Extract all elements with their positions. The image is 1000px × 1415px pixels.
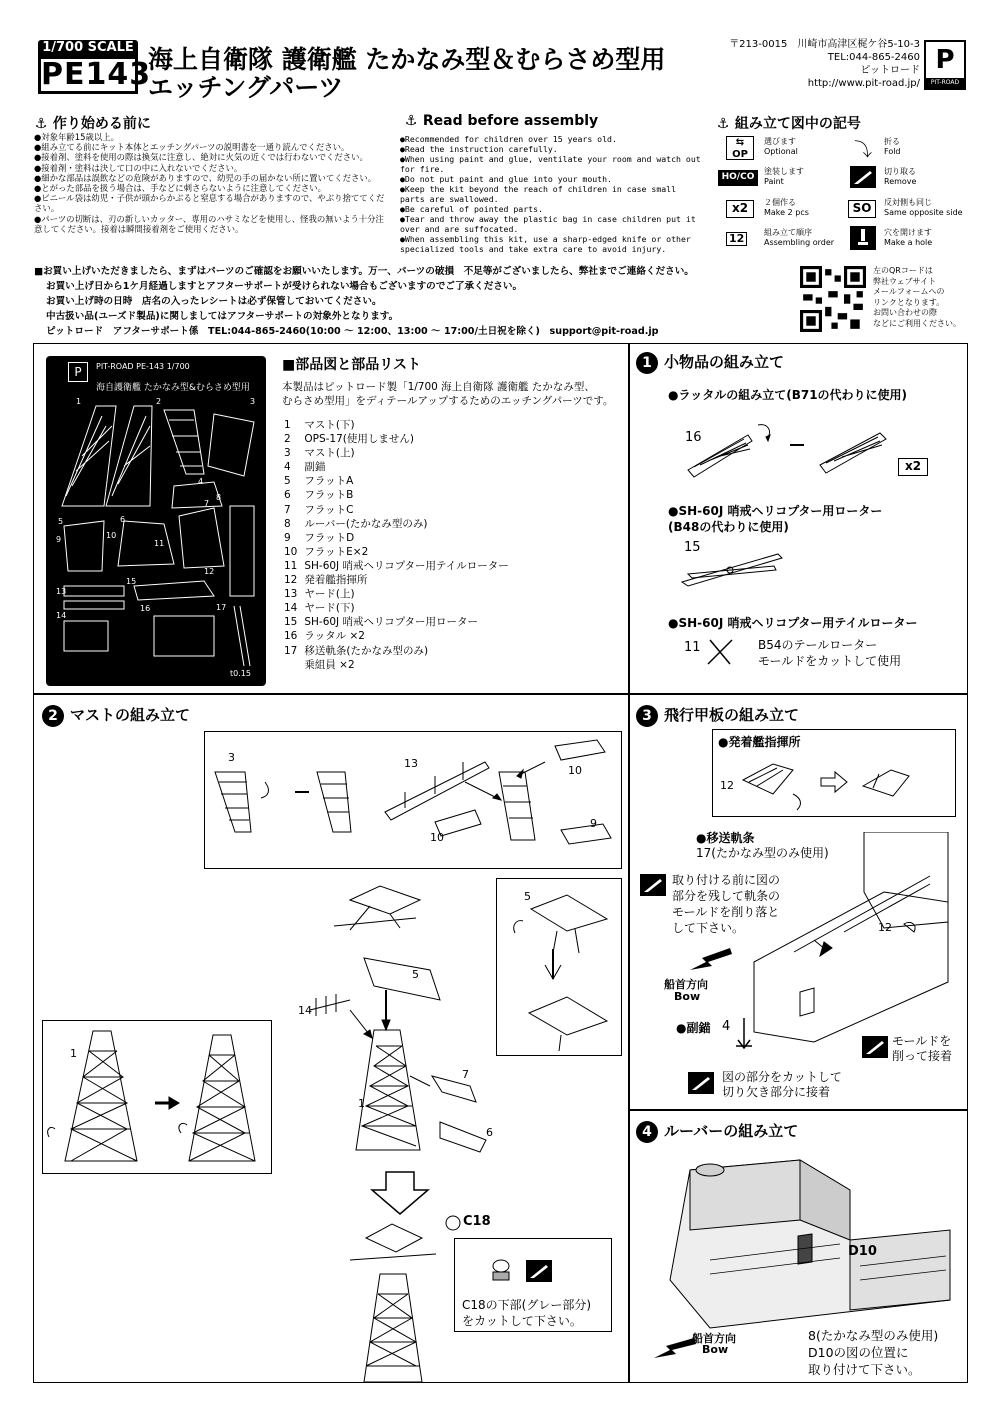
parts-title: ■部品図と部品リスト [282,357,421,373]
title-line-2: エッチングパーツ [148,73,344,102]
tail-note-2: モールドをカットして使用 [758,654,902,668]
sheet-label-11: 11 [154,539,165,548]
list-item [284,573,509,587]
sheet-label-8: 8 [216,493,222,502]
mold-note-line: 削って接着 [892,1049,953,1063]
bow-arrow-icon [688,944,732,974]
company-info [729,38,920,90]
list-item [284,531,509,545]
sheet-parts-drawing [54,396,259,676]
part-number: 5 [284,475,291,488]
step2-label-6: 6 [486,1126,493,1139]
part-name: SH-60J 哨戒ヘリコプター用ローター [304,616,479,629]
list-item: ●Do not put paint and glue into your mouth. [400,174,612,184]
list-item [284,559,509,573]
anchor-icon: ⚓ [404,113,418,129]
sheet-label-6: 6 [120,515,126,524]
list-item: ●とがった部品を扱う場合は、手などに刺さらないように注意してください。 [34,183,327,194]
list-item: ●Read the instruction carefully. [400,144,558,154]
louver-note-line: 取り付けて下さい。 [808,1362,921,1377]
part-name: マスト(下) [304,419,355,431]
part-name: ルーバー(たかなみ型のみ) [304,517,428,530]
step1-heading [636,351,784,374]
rail-note-line: 取り付ける前に図の [672,873,781,887]
sheet-label-13: 13 [56,587,67,596]
bow-label-en: Bow [702,1343,729,1356]
list-item: ●When using paint and glue, ventilate your room and watch out for fire. [400,154,701,174]
list-item [284,418,509,432]
sheet-label-12: 12 [204,567,215,576]
part-number: 13 [284,588,298,601]
part-name: ヤード(上) [304,588,355,601]
ladder-part-label: 16 [685,430,702,445]
qr-line: 左のQRコードは [873,266,933,275]
remove-icon [850,166,876,188]
symbol-en: Paint [764,177,784,186]
step2-label-10a: 10 [568,764,582,777]
louver-note [808,1327,938,1378]
part-name: SH-60J 哨戒ヘリコプター用テイルローター [304,559,509,572]
hole-icon [850,226,876,250]
part-number: 3 [284,447,291,460]
c18-note-1: C18の下部(グレー部分) [462,1298,592,1312]
step4-number: 4 [636,1121,658,1143]
sheet-label-5: 5 [58,517,64,526]
rail-note-line: して下さい。 [672,921,745,935]
purchase-notes [34,264,794,339]
mast-main-drawing [290,870,510,1160]
part-number: 11 [284,559,298,572]
before-en-list [400,134,705,254]
list-item: ●Keep the kit beyond the reach of children in case small parts are swallowed. [400,184,677,204]
step3-number: 3 [636,705,658,727]
sheet-label-15: 15 [126,577,137,586]
part-number: 12 [284,574,298,587]
part-number: 4 [284,461,291,474]
company-url[interactable]: http://www.pit-road.jp/ [807,78,920,89]
qr-line: 弊社ウェブサイト [873,276,937,286]
parts-desc-line: 本製品はピットロード製「1/700 海上自衛隊 護衛艦 たかなみ型、 [282,381,595,393]
tail-heading: ●SH-60J 哨戒ヘリコプター用テイルローター [668,616,918,630]
list-item: ●パーツの切断は、刃の新しいカッター、専用のハサミなどを使用し、怪我の無いよう十分注意してください。接着は瞬間接着剤をご使用ください。 [34,213,384,234]
qr-code[interactable] [800,266,866,332]
list-item: ●対象年齢15歳以上。 [34,132,119,142]
louver-note-line: D10の図の位置に [808,1345,909,1360]
qr-line: メールフォームへの [873,287,945,296]
part-name: ヤード(下) [304,602,355,615]
scale-label: 1/700 SCALE [38,40,138,56]
symbol-jp: 組み立て順序 [764,228,812,237]
rotor-drawing [678,548,788,588]
step2-label-7: 7 [462,1068,469,1081]
drill-icon [850,226,876,250]
etching-sheet [46,356,266,686]
optional-symbol: ⇆ OP [726,136,754,160]
logo-sub: PIT-ROAD [926,78,964,88]
parts-description [282,380,613,408]
sheet-name: 海自護衛艦 たかなみ型&むらさめ型用 [96,383,250,393]
c18-circle-icon [444,1214,462,1232]
knife-shape [688,1072,714,1094]
before-jp-title-text: 作り始める前に [52,116,151,132]
symbol-fold [884,137,901,157]
step3-label-12a: 12 [720,779,734,792]
list-item [284,517,509,531]
part-number: 14 [284,602,298,615]
symbol-jp: 選びます [764,137,796,146]
rotor-part-label: 15 [684,540,701,555]
sheet-label-7: 7 [204,499,210,508]
step2-label-13: 13 [404,757,418,770]
part-name: フラットB [304,489,354,502]
symbol-order [764,228,834,248]
symbol-jp: 塗装します [764,167,804,176]
part-name: 乗組員 ×2 [304,658,355,671]
so-symbol: SO [848,200,876,218]
sheet-label-4: 4 [198,477,204,486]
list-item [284,629,509,643]
list-item [284,601,509,615]
step3-label-4: 4 [722,1019,731,1034]
list-item: ●細かな部品は誤飲などの危険がありますので、幼児の手の届かない所に置いてください。 [34,172,377,183]
rail-heading: ●移送軌条 [696,831,755,845]
optional-symbol-text: OP [732,149,748,160]
before-en-title [404,113,598,129]
qr-description [873,266,973,329]
purchase-line: お買い上げ日から1ケ月経過しますとアフターサポートが受けられない場合もございますのでご了承ください。 [46,281,523,292]
list-item: ●Recommended for children over 15 years old. [400,134,617,144]
sheet-label-9: 9 [56,535,62,544]
symbol-paint [764,167,804,187]
symbols-title-text: 組み立て図中の記号 [734,116,861,132]
list-item [284,474,509,488]
company-address: 〒213-0015 川崎市高津区梶ケ谷5-10-3 [729,39,920,50]
mold-note-line: モールドを [892,1034,952,1048]
symbol-jp: 折る [884,137,900,146]
part-number: 9 [284,531,291,544]
cut-note-line: 切り欠き部分に接着 [722,1085,831,1099]
symbol-en: Remove [884,177,917,186]
before-jp-title [34,113,151,133]
part-name: マスト(上) [304,447,355,460]
knife-icon [862,1036,888,1058]
sheet-label-1: 1 [76,397,82,406]
step2-label-10b: 10 [430,831,444,844]
control-heading: ●発着艦指揮所 [718,735,801,749]
sheet-logo: P [68,362,88,382]
x2-symbol: x2 [726,200,754,218]
sheet-brand: PIT-ROAD PE-143 1/700 [96,362,190,371]
step3-title: 飛行甲板の組み立て [664,706,800,724]
part-number: 15 [284,616,298,629]
purchase-line: ■お買い上げいただきましたら、まずはパーツのご確認をお願いいたします。万一、パーツの破損 不足等がございましたら、弊社までご連絡ください。 [34,266,694,277]
symbol-optional [764,137,798,157]
mast-assembled-drawing [336,1214,456,1384]
tail-note-1: B54のテールローター [758,638,878,652]
part-name: OPS-17(使用しません) [304,433,414,446]
symbols-title [716,113,861,133]
ship-superstructure-drawing [650,1150,962,1330]
part-name: 移送軌条(たかなみ型のみ) [304,644,429,657]
sheet-label-3: 3 [250,397,256,406]
rotor-heading: ●SH-60J 哨戒ヘリコプター用ローター [668,504,883,518]
symbol-remove [884,167,916,187]
part-number: 16 [284,630,298,643]
anchor-heading: ●副錨 [676,1021,711,1035]
list-item [284,587,509,601]
knife-icon [850,166,876,188]
bow-arrow-icon [652,1334,696,1360]
control-drawing [713,750,955,816]
scale-badge [38,40,152,94]
step2-label-3: 3 [228,751,235,764]
rotor-subheading: (B48の代わりに使用) [668,520,789,534]
bow-label-en: Bow [674,990,701,1003]
symbol-hole [884,228,932,248]
knife-shape [526,1260,552,1282]
qr-line: お問い合わせの際 [873,308,937,317]
symbol-en: Make a hole [884,238,933,247]
step3-label-12b: 12 [878,921,892,934]
paint-symbol: HO/CO [718,170,758,186]
list-item: ●Tear and throw away the plastic bag in case children put it over and are suffocated. [400,214,696,234]
mold-note [892,1034,952,1064]
part-number: 7 [284,503,291,516]
before-en-title-text: Read before assembly [422,113,599,129]
pit-road-logo [924,40,966,90]
sheet-label-2: 2 [156,397,162,406]
company-name: ピットロード [860,65,920,76]
mast-top-drawing [205,732,621,868]
symbol-en: Assembling order [764,238,835,247]
list-item [284,615,509,629]
down-arrow-icon [370,1170,430,1216]
symbol-en: Same opposite side [884,208,963,217]
list-item: ●接着剤・塗料は決して口の中に入れないでください。 [34,162,243,173]
rail-note [672,872,780,936]
list-item [284,432,509,446]
deck-drawing [734,832,958,1052]
flat-a-drawing [497,879,621,1055]
anchor-icon: ⚓ [716,116,730,132]
parts-list [284,418,509,672]
step2-number: 2 [42,705,64,727]
purchase-line: 中古扱い品(ユーズド製品)に関しましてはアフターサポートの対象外となります。 [46,311,399,322]
sheet-label-14: 14 [56,611,67,620]
part-number: 6 [284,489,291,502]
c18-note-2: をカットして下さい。 [462,1314,582,1328]
step2-label-9: 9 [590,817,597,830]
symbol-en: Fold [884,147,901,156]
bow-label: 船首方向 [692,1332,736,1345]
step1-number: 1 [636,352,658,374]
before-jp-list [34,132,389,234]
symbol-en: Make 2 pcs [764,208,809,217]
sheet-label-16: 16 [140,604,151,613]
list-item [284,488,509,502]
sheet-label-17: 17 [216,603,227,612]
part-name: ラッタル ×2 [304,630,365,643]
x2-badge: x2 [898,458,928,476]
list-item [284,644,509,658]
part-name: フラットC [304,503,354,516]
list-item: ●When assembling this kit, use a sharp-edged knife or other specialized tools and take extra care to avoid injury. [400,234,691,254]
qr-line: リンクとなります。 [873,297,945,307]
list-item: ●ビニール袋は幼児・子供が頭からかぶると窒息する場合がありますので、やぶり捨ててください。 [34,193,385,214]
step2-label-5a: 5 [524,890,531,903]
c18-label: C18 [463,1214,491,1229]
step2-label-14: 14 [298,1004,312,1017]
company-tel: TEL:044-865-2460 [827,52,920,63]
symbol-en: Optional [764,147,798,156]
part-number: 2 [284,433,291,446]
sheet-label-10: 10 [106,531,117,540]
tail-part-label: 11 [684,640,701,655]
purchase-line: お買い上げ時の日時 店名の入ったレシートは必ず保管しておいてください。 [46,296,382,307]
part-number: 1 [284,419,291,431]
list-item: ●Be careful of pointed parts. [400,204,543,214]
list-item [284,658,509,672]
step4-heading [636,1120,798,1143]
symbol-jp: ２個作る [764,198,796,207]
louver-note-line: 8(たかなみ型のみ使用) [808,1328,939,1343]
knife-icon [640,874,666,896]
step1-title: 小物品の組み立て [664,353,785,371]
knife-shape [862,1036,888,1058]
ladder-heading: ●ラッタルの組み立て(B71の代わりに使用) [668,388,908,402]
step2-label-5b: 5 [412,968,419,981]
anchor-part-drawing [732,1014,756,1054]
part-name: 副錨 [304,461,326,474]
d10-label: D10 [848,1244,877,1259]
logo-mark: P [935,45,955,75]
step2-label-1a: 1 [358,1097,365,1110]
part-name: フラットE×2 [304,545,369,558]
symbol-jp: 穴を開けます [884,228,932,237]
product-code: PE143 [38,56,138,94]
c18-part-drawing [486,1256,516,1286]
symbol-so [884,198,963,218]
rail-note-line: 部分を残して軌条の [672,889,781,903]
anchor-icon: ⚓ [34,116,48,132]
parts-desc-line: むらさめ型用」をディテールアップするためのエッチングパーツです。 [282,395,614,407]
part-name: フラットD [304,531,355,544]
knife-icon [688,1072,714,1094]
list-item [284,503,509,517]
mast-lower-drawing [43,1021,271,1173]
cut-note-line: 図の部分をカットして [722,1070,842,1084]
step2-title: マストの組み立て [70,706,191,724]
step4-title: ルーバーの組み立て [664,1122,799,1140]
symbol-x2 [764,198,809,218]
purchase-line: ピットロード アフターサポート係 TEL:044-865-2460(10:00 ～ 12:00、13:00 ～ 17:00/土日祝を除く) support@pit-road.jp [46,326,659,337]
title-line-1: 海上自衛隊 護衛艦 たかなみ型＆むらさめ型用 [148,45,666,74]
rail-note-line: モールドを削り落と [672,905,780,919]
order-symbol: 12 [726,232,747,246]
qr-line: などにご利用ください。 [873,318,961,328]
tail-rotor-drawing [702,634,738,670]
part-number: 10 [284,545,298,558]
step3-heading [636,704,799,727]
cut-note [722,1070,842,1100]
rail-subheading: 17(たかなみ型のみ使用) [696,846,829,860]
bow-label: 船首方向 [664,978,708,991]
sheet-thickness: t0.15 [230,669,251,676]
fold-icon: ⤵ [854,140,872,161]
symbol-jp: 切り取る [884,167,916,176]
part-name: 発着艦指揮所 [304,574,368,587]
list-item [284,545,509,559]
list-item: ●組み立てる前にキット本体とエッチングパーツの説明書を一通り読んでください。 [34,142,350,153]
knife-shape [640,874,666,896]
list-item [284,460,509,474]
part-number: 8 [284,517,291,530]
symbol-jp: 反対側も同じ [884,198,932,207]
step2-heading [42,704,190,727]
list-item: ●接着剤、塗料を使用の際は換気に注意し、絶対に火気の近くでは行わないでください。 [34,152,368,163]
knife-icon [526,1260,552,1282]
part-number: 17 [284,644,298,657]
step2-label-1b: 1 [70,1047,77,1060]
list-item [284,446,509,460]
part-name: フラットA [304,475,354,488]
